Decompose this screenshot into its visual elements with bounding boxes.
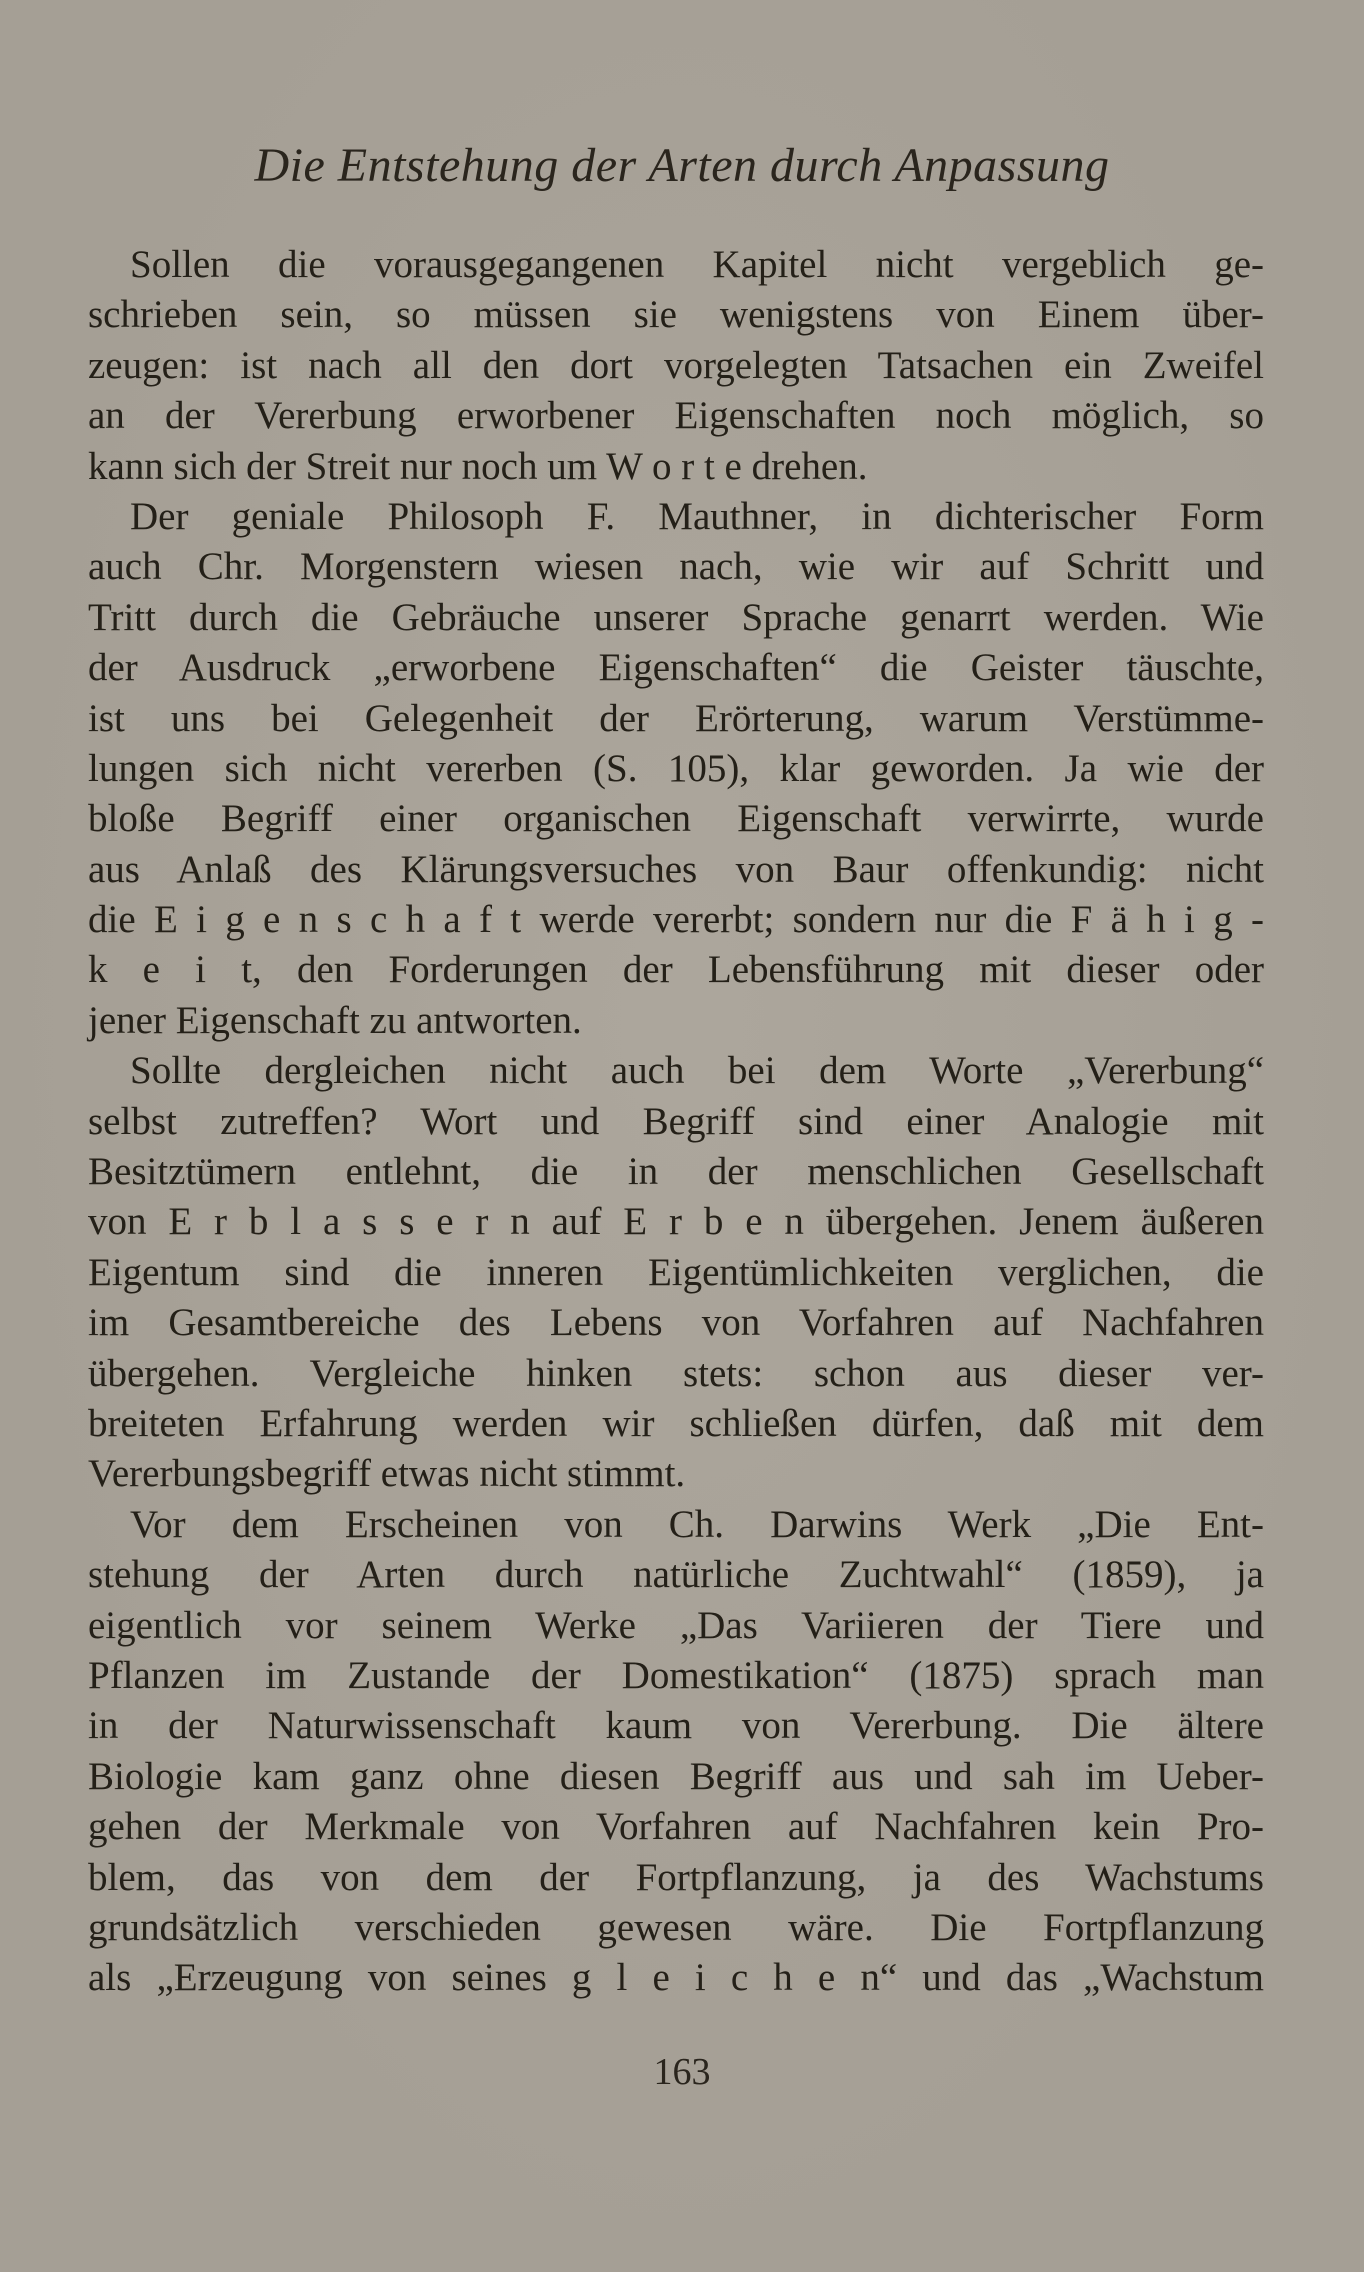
text-line: grundsätzlich verschieden gewesen wäre. Die Fortpflanzung — [88, 1905, 1264, 1949]
running-head: Die Entstehung der Arten durch Anpassung — [254, 139, 1110, 192]
text-line: als „Erzeugung von seines g l e i c h e n“ und das „Wachstum — [88, 1956, 1264, 2000]
text-line: blem, das von dem der Fortpflanzung, ja des Wachstums — [88, 1855, 1264, 1899]
text-line: k e i t, den Forderungen der Lebensführung mit dieser oder — [88, 948, 1264, 992]
text-line: bloße Begriff einer organischen Eigenschaft verwirrte, wurde — [88, 797, 1264, 841]
text-line: Tritt durch die Gebräuche unserer Sprache genarrt werden. Wie — [88, 595, 1264, 639]
text-line: Sollte dergleichen nicht auch bei dem Worte „Vererbung“ — [130, 1049, 1264, 1093]
text-line: ist uns bei Gelegenheit der Erörterung, warum Verstümme- — [88, 696, 1264, 740]
text-line: Besitztümern entlehnt, die in der menschlichen Gesellschaft — [88, 1150, 1264, 1194]
text-line: übergehen. Vergleiche hinken stets: schon aus dieser ver- — [88, 1351, 1264, 1395]
text-line: Vererbungsbegriff etwas nicht stimmt. — [88, 1452, 686, 1496]
text-line: Biologie kam ganz ohne diesen Begriff aus und sah im Ueber- — [88, 1754, 1264, 1798]
text-line: auch Chr. Morgenstern wiesen nach, wie wir auf Schritt und — [88, 545, 1264, 589]
text-line: in der Naturwissenschaft kaum von Vererbung. Die ältere — [88, 1704, 1264, 1748]
text-line: Pflanzen im Zustande der Domestikation“ (1875) sprach man — [88, 1653, 1264, 1697]
text-line: lungen sich nicht vererben (S. 105), klar geworden. Ja wie der — [88, 746, 1264, 790]
text-line: aus Anlaß des Klärungsversuches von Baur offenkundig: nicht — [88, 847, 1264, 891]
text-line: von E r b l a s s e r n auf E r b e n übergehen. Jenem äußeren — [88, 1200, 1264, 1244]
text-line: gehen der Merkmale von Vorfahren auf Nachfahren kein Pro- — [88, 1805, 1264, 1849]
text-line: Der geniale Philosoph F. Mauthner, in dichterischer Form — [130, 494, 1264, 538]
text-line: im Gesamtbereiche des Lebens von Vorfahren auf Nachfahren — [88, 1301, 1264, 1345]
text-line: breiteten Erfahrung werden wir schließen dürfen, daß mit dem — [88, 1401, 1264, 1445]
text-line: der Ausdruck „erworbene Eigenschaften“ die Geister täuschte, — [88, 646, 1264, 690]
text-line: zeugen: ist nach all den dort vorgelegten Tatsachen ein Zweifel — [88, 343, 1264, 387]
text-line: stehung der Arten durch natürliche Zuchtwahl“ (1859), ja — [88, 1553, 1264, 1597]
text-line: Sollen die vorausgegangenen Kapitel nicht vergeblich ge- — [130, 243, 1264, 286]
text-line: eigentlich vor seinem Werke „Das Variieren der Tiere und — [88, 1603, 1264, 1647]
text-line: schrieben sein, so müssen sie wenigstens von Einem über- — [88, 293, 1264, 337]
text-line: Vor dem Erscheinen von Ch. Darwins Werk „Die Ent- — [130, 1502, 1264, 1546]
page-number: 163 — [653, 2051, 711, 2093]
text-line: jener Eigenschaft zu antworten. — [88, 998, 582, 1042]
text-line: an der Vererbung erworbener Eigenschaften noch möglich, so — [88, 394, 1264, 438]
text-line: kann sich der Streit nur noch um W o r t e drehen. — [88, 444, 868, 488]
text-line: die E i g e n s c h a f t werde vererbt; sondern nur die F ä h i g - — [88, 898, 1264, 942]
text-line: Eigentum sind die inneren Eigentümlichkeiten verglichen, die — [88, 1250, 1264, 1294]
body-text — [88, 240, 1264, 2004]
text-line: selbst zutreffen? Wort und Begriff sind einer Analogie mit — [88, 1099, 1264, 1143]
